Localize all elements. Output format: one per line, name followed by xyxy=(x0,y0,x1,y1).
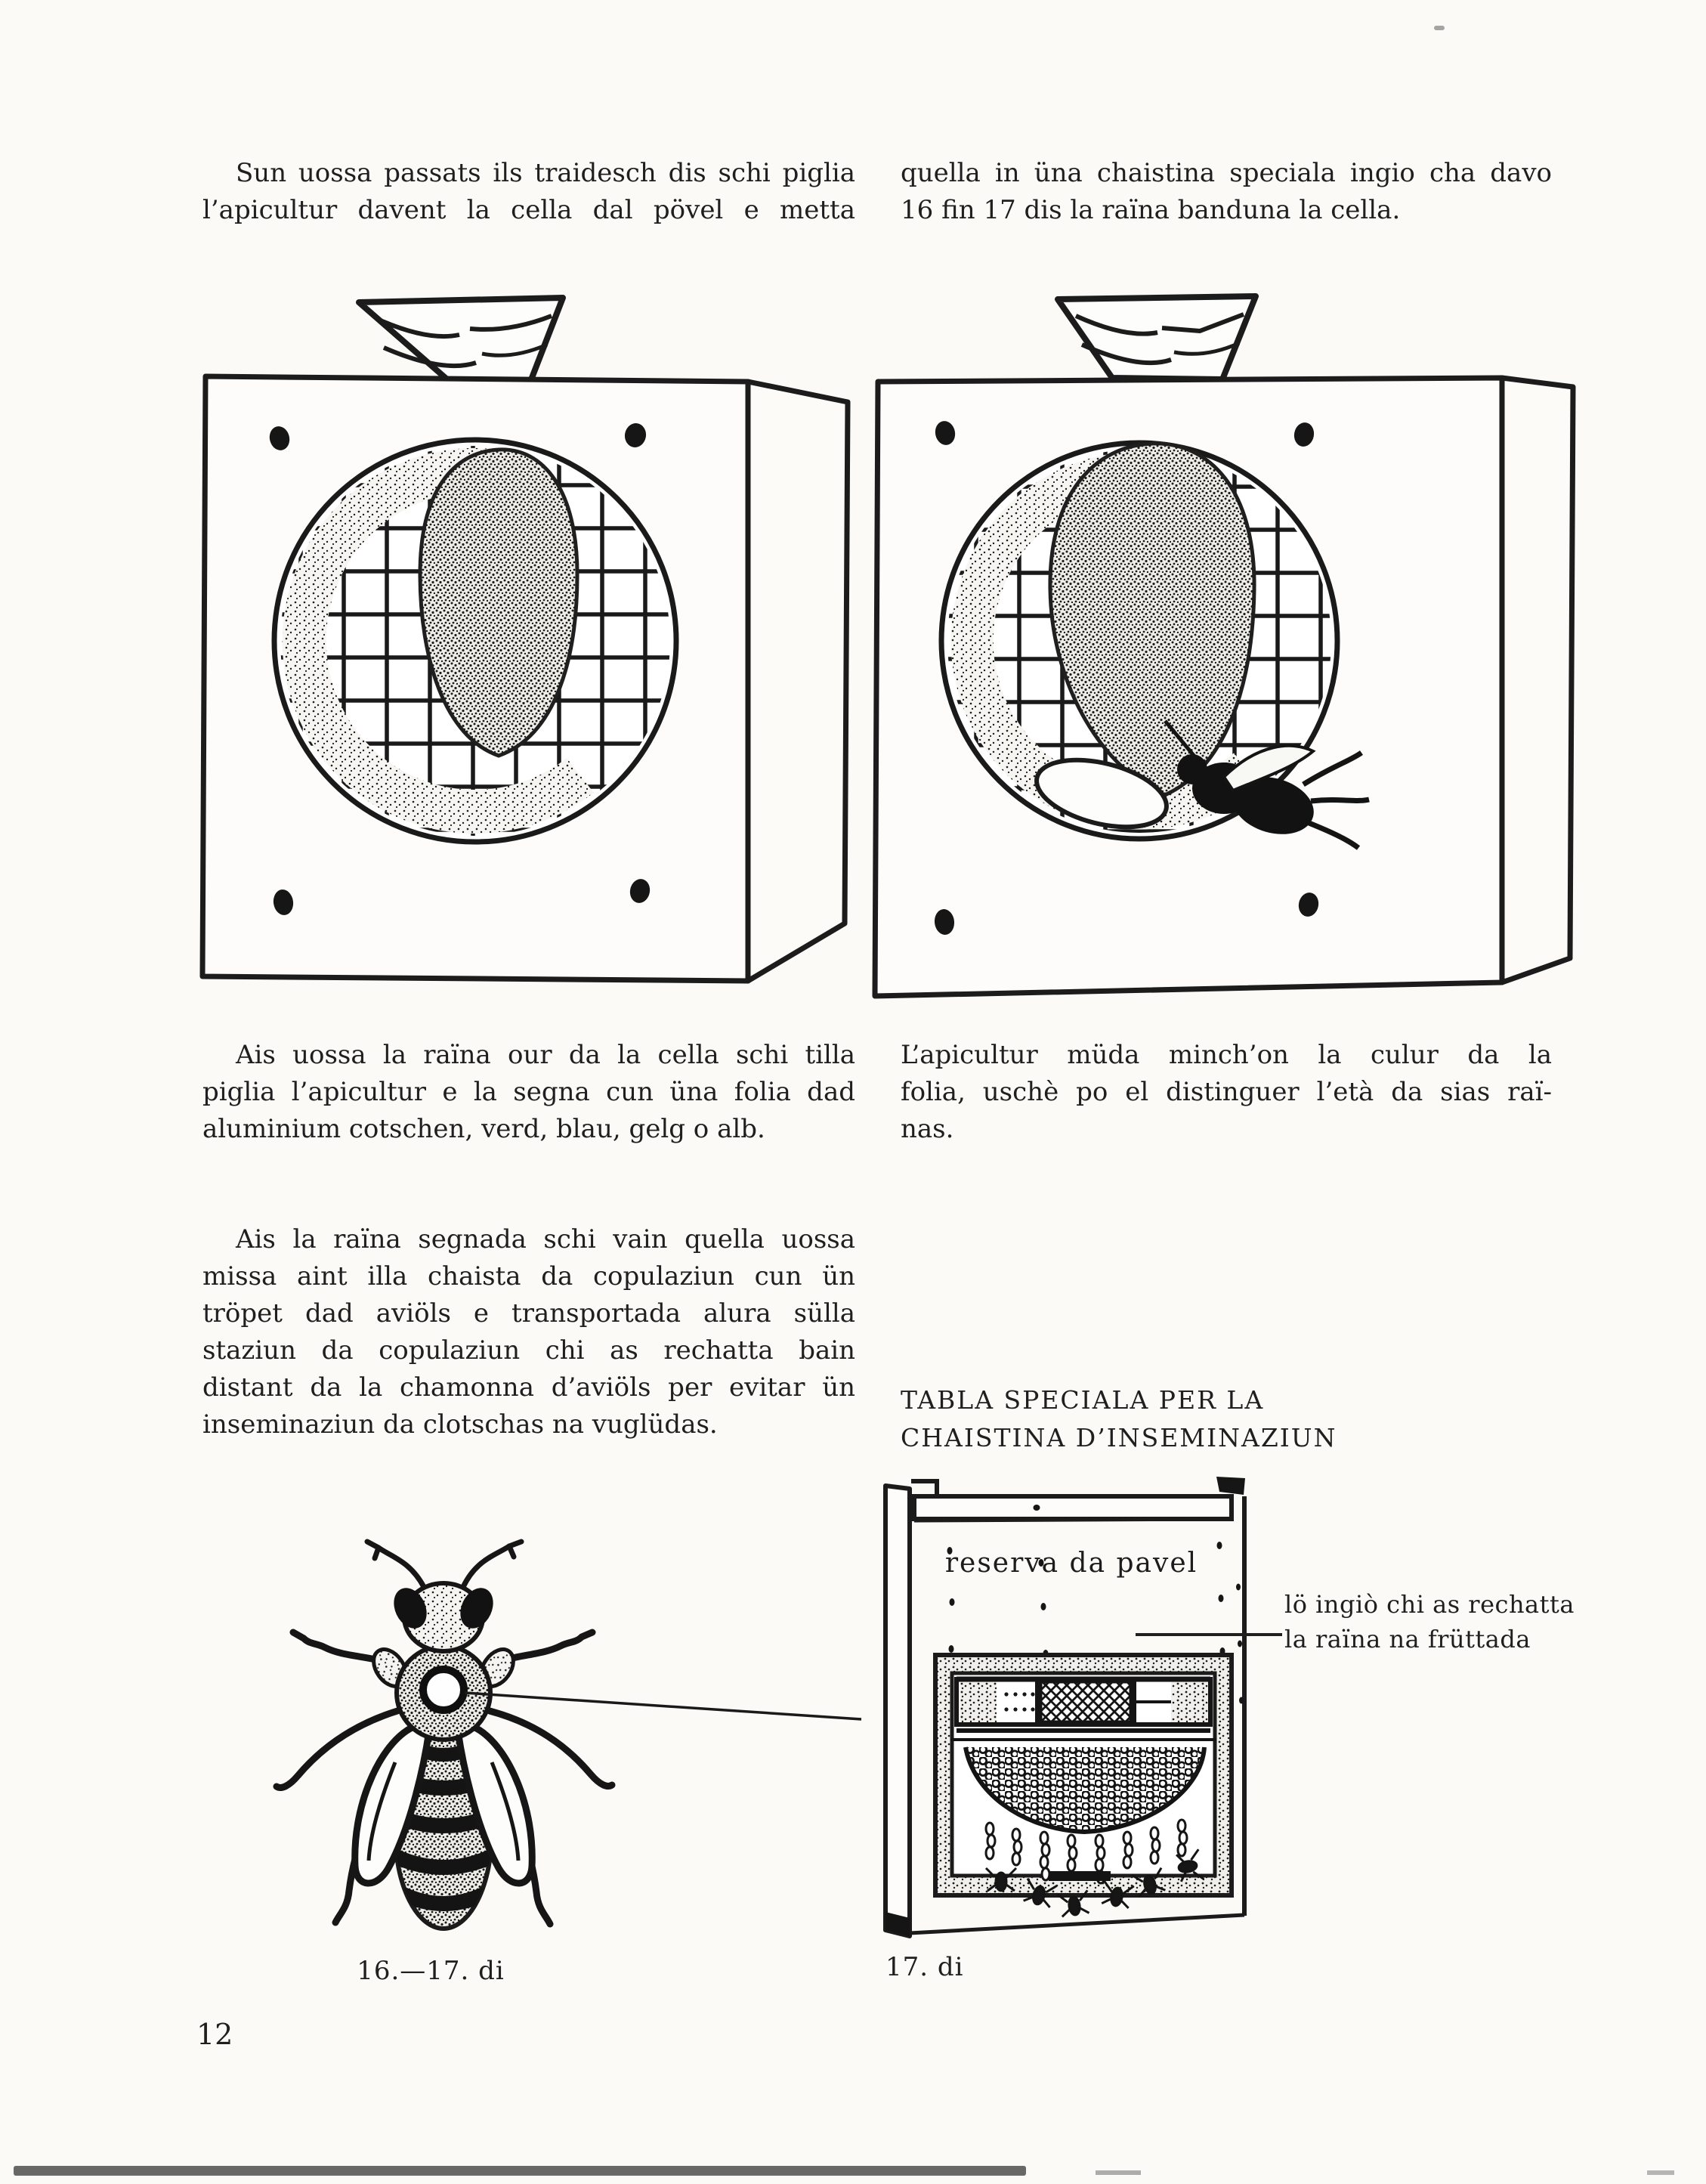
figure-inseminaziun-table xyxy=(876,1474,1277,1957)
paragraph-line: nas. xyxy=(901,1114,954,1144)
paragraph-line: tröpet dad aviöls e transportada alura sülla xyxy=(202,1298,855,1329)
bee-figure-caption: 16.—17. di xyxy=(357,1956,505,1986)
heading-line: TABLA SPECIALA PER LA xyxy=(901,1385,1265,1415)
mesh-window xyxy=(1041,1682,1130,1722)
paragraph-line: inseminaziun da clotschas na vuglüdas. xyxy=(202,1409,718,1440)
scan-artifact-strip xyxy=(14,2166,1026,2176)
figure-queen-cell-cage-left xyxy=(193,292,858,1002)
bottom-bar-mark xyxy=(1049,1871,1111,1881)
figure-queen-cell-cage-right xyxy=(869,293,1583,1007)
paragraph-top-right xyxy=(901,155,1552,229)
paragraph-line: L’apicultur müda minch’on la culur da la xyxy=(901,1040,1552,1070)
scan-artifact-strip xyxy=(1096,2170,1141,2175)
reserve-label: reserva da pavel xyxy=(944,1548,1198,1579)
heading-line: CHAISTINA D’INSEMINAZIUN xyxy=(901,1423,1337,1452)
box-side-face xyxy=(1502,378,1573,982)
feeder-funnel xyxy=(359,298,563,382)
page-number: 12 xyxy=(196,2018,233,2051)
section-heading xyxy=(901,1381,1552,1457)
paragraph-mid-right xyxy=(901,1037,1552,1148)
paragraph-line: Ais la raïna segnada schi vain quella uossa xyxy=(236,1224,855,1254)
paragraph-bottom-left xyxy=(202,1221,855,1443)
paragraph-line: staziun da copulaziun chi as rechatta bain xyxy=(202,1335,855,1366)
paragraph-line: l’apicultur davent la cella dal pövel e metta xyxy=(202,195,855,225)
feeder-funnel xyxy=(1058,296,1256,379)
paragraph-line: aluminium cotschen, verd, blau, gelg o alb. xyxy=(202,1114,765,1144)
paragraph-line: Ais uossa la raïna our da la cella schi tilla xyxy=(236,1040,855,1070)
introduction-cage-strip xyxy=(957,1679,1210,1725)
scan-artifact-dot xyxy=(1434,26,1445,30)
bee-antennae xyxy=(367,1542,521,1587)
paragraph-line: folia, uschè po el distinguer l’età da sias raï- xyxy=(901,1077,1552,1107)
annotation-line: lö ingiò chi as rechatta xyxy=(1284,1590,1575,1619)
paragraph-top-left xyxy=(202,155,855,229)
paragraph-line: Sun uossa passats ils traidesch dis schi piglia xyxy=(236,158,855,188)
queen-marking-dot xyxy=(423,1669,464,1710)
figure-marked-queen-bee xyxy=(240,1536,875,1951)
annotation-leader-line xyxy=(1136,1633,1282,1636)
paragraph-line: missa aint illa chaista da copulaziun cun ün xyxy=(202,1261,855,1292)
table-figure-caption: 17. di xyxy=(885,1952,964,1982)
diagram-annotation xyxy=(1284,1587,1632,1657)
paragraph-line: 16 fin 17 dis la raïna banduna la cella. xyxy=(901,195,1401,225)
box-side-face xyxy=(748,382,848,981)
paragraph-line: piglia l’apicultur e la segna cun üna folia dad xyxy=(202,1077,855,1107)
paragraph-line: distant da la chamonna d’aviöls per evitar ün xyxy=(202,1372,855,1403)
paragraph-line: quella in üna chaistina speciala ingio cha davo xyxy=(901,158,1552,188)
annotation-line: la raïna na früttada xyxy=(1284,1625,1531,1653)
scan-artifact-strip xyxy=(1647,2170,1674,2175)
marking-pointer-line xyxy=(465,1693,861,1719)
paragraph-mid-left xyxy=(202,1037,855,1148)
